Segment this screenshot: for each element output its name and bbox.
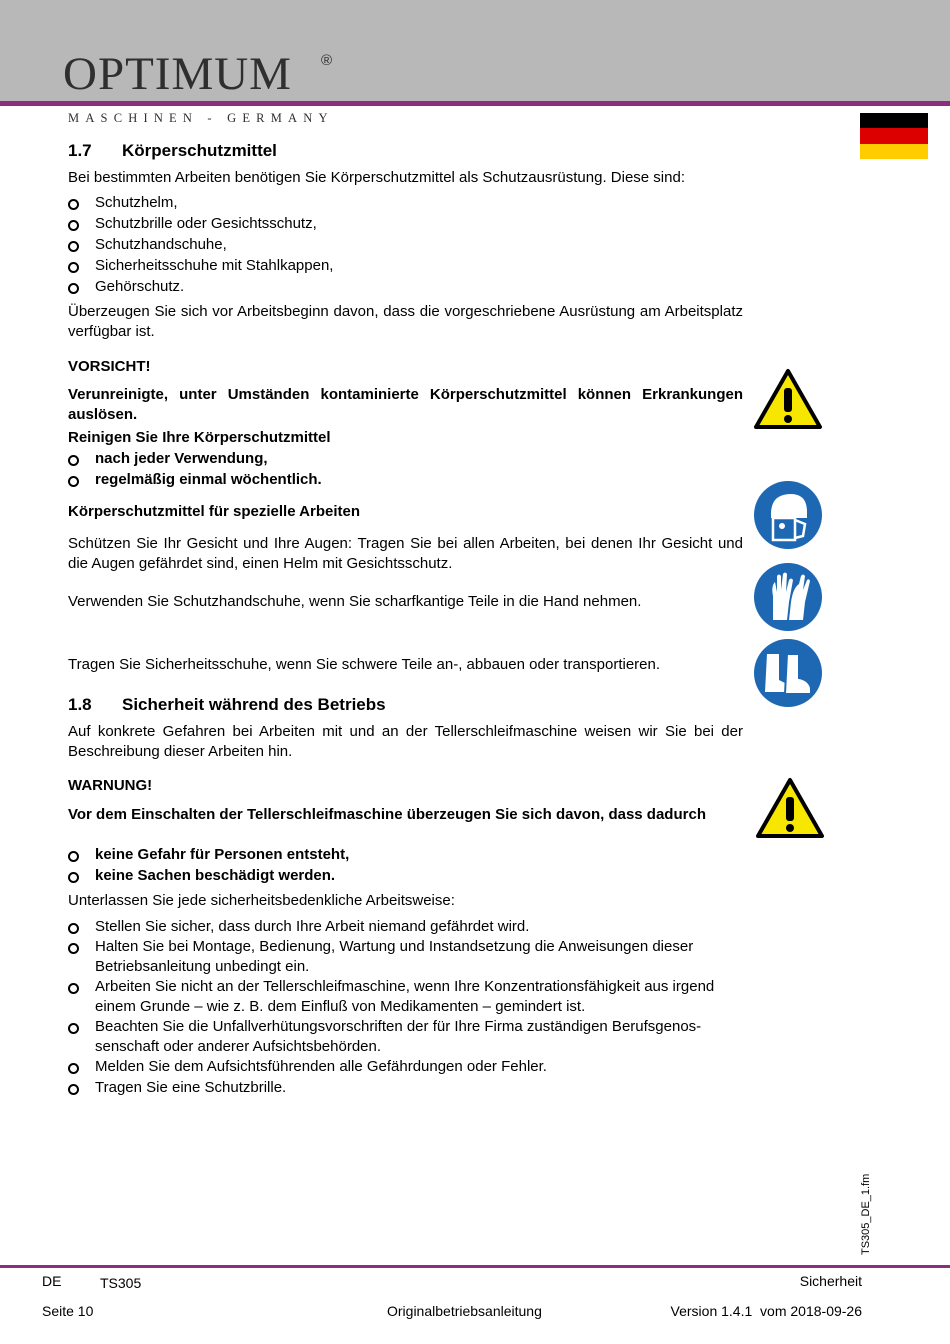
bullet-icon bbox=[68, 872, 79, 883]
list-item bbox=[68, 1078, 743, 1098]
version-number: Version 1.4.1 bbox=[670, 1303, 753, 1319]
list-item-text: Tragen Sie eine Schutzbrille. bbox=[95, 1079, 287, 1096]
bullet-icon bbox=[68, 1023, 79, 1034]
list-item-text: nach jeder Verwendung, bbox=[95, 450, 268, 467]
footer-page-number: Seite 10 bbox=[42, 1303, 94, 1319]
equipment-check-paragraph: Überzeugen Sie sich vor Arbeitsbeginn davon, dass die vorgeschriebene Ausrüstung am Arbeitsplatz verfügbar ist. bbox=[68, 303, 743, 340]
special-work-title: Körperschutzmittel für spezielle Arbeiten bbox=[68, 503, 361, 520]
bullet-icon bbox=[68, 283, 79, 294]
list-item-text: keine Gefahr für Personen entsteht, bbox=[95, 846, 350, 863]
list-item-text: Halten Sie bei Montage, Bedienung, Wartung und Instandsetzung die Anweisungen dieser Betriebsanleitung unbedingt ein. bbox=[95, 938, 694, 975]
list-item bbox=[68, 256, 743, 276]
bullet-icon bbox=[68, 476, 79, 487]
warning-label: WARNUNG! bbox=[68, 777, 153, 794]
german-flag-icon bbox=[860, 113, 928, 159]
list-item bbox=[68, 1017, 743, 1056]
file-name-label: TS305_DE_1.fm bbox=[860, 1173, 872, 1255]
footer-model: TS305 bbox=[100, 1275, 142, 1291]
list-item-text: Arbeiten Sie nicht an der Tellerschleifmaschine, wenn Ihre Konzentrationsfähigkeit aus irgend einem Grunde – wie z. B. dem Einfluß von Medikamenten – gemindert ist. bbox=[95, 978, 715, 1015]
intro-paragraph: Auf konkrete Gefahren bei Arbeiten mit und an der Tellerschleifmaschine weisen wir Sie bei der Beschreibung dieser Arbeiten hin. bbox=[68, 723, 743, 760]
clean-title: Reinigen Sie Ihre Körperschutzmittel bbox=[68, 429, 331, 446]
list-item bbox=[68, 470, 743, 490]
safety-shoes-paragraph: Tragen Sie Sicherheitsschuhe, wenn Sie schwere Teile an-, abbauen oder transportieren. bbox=[68, 656, 661, 673]
list-item bbox=[68, 193, 743, 213]
gloves-paragraph: Verwenden Sie Schutzhandschuhe, wenn Sie scharfkantige Teile in die Hand nehmen. bbox=[68, 593, 642, 610]
list-item bbox=[68, 866, 743, 886]
warning-triangle-icon bbox=[753, 368, 823, 430]
list-item-text: Schutzhelm, bbox=[95, 194, 178, 211]
section-number: 1.8 bbox=[68, 695, 92, 714]
logo-subtitle: MASCHINEN - GERMANY bbox=[68, 111, 334, 125]
footer-divider bbox=[0, 1265, 950, 1268]
list-item-text: keine Sachen beschädigt werden. bbox=[95, 867, 336, 884]
list-item bbox=[68, 277, 743, 297]
list-item bbox=[68, 214, 743, 234]
list-item bbox=[68, 845, 743, 865]
warning-text: Vor dem Einschalten der Tellerschleifmaschine überzeugen Sie sich davon, dass dadurch bbox=[68, 806, 706, 823]
bullet-icon bbox=[68, 923, 79, 934]
bullet-icon bbox=[68, 851, 79, 862]
caution-text: Verunreinigte, unter Umständen kontaminierte Körperschutzmittel können Erkrankungen auslösen. bbox=[68, 386, 743, 423]
section-title: Körperschutzmittel bbox=[122, 141, 277, 160]
list-item bbox=[68, 937, 743, 976]
gloves-icon bbox=[753, 562, 823, 632]
caution-label: VORSICHT! bbox=[68, 358, 151, 375]
bullet-icon bbox=[68, 943, 79, 954]
section-title: Sicherheit während des Betriebs bbox=[122, 695, 386, 714]
list-item-text: Stellen Sie sicher, dass durch Ihre Arbeit niemand gefährdet wird. bbox=[95, 918, 530, 935]
list-item bbox=[68, 977, 743, 1016]
safety-boots-icon bbox=[753, 638, 823, 708]
list-item bbox=[68, 917, 743, 937]
bullet-icon bbox=[68, 199, 79, 210]
list-item-text: Gehörschutz. bbox=[95, 278, 185, 295]
section-number: 1.7 bbox=[68, 141, 92, 160]
unsafe-practice-intro: Unterlassen Sie jede sicherheitsbedenkliche Arbeitsweise: bbox=[68, 892, 455, 909]
bullet-icon bbox=[68, 1063, 79, 1074]
footer-section: Sicherheit bbox=[799, 1273, 862, 1289]
list-item bbox=[68, 449, 743, 469]
list-item bbox=[68, 235, 743, 255]
face-shield-helmet-icon bbox=[753, 480, 823, 550]
footer-version bbox=[671, 1303, 862, 1319]
section-heading-1-7 bbox=[68, 141, 277, 161]
footer-document-type: Originalbetriebsanleitung bbox=[387, 1303, 542, 1319]
bullet-icon bbox=[68, 455, 79, 466]
logo-registered-mark: ® bbox=[321, 52, 333, 69]
section-heading-1-8 bbox=[68, 695, 386, 715]
intro-paragraph: Bei bestimmten Arbeiten benötigen Sie Körperschutzmittel als Schutzausrüstung. Diese sind: bbox=[68, 169, 685, 186]
bullet-icon bbox=[68, 983, 79, 994]
list-item-text: Sicherheitsschuhe mit Stahlkappen, bbox=[95, 257, 334, 274]
bullet-icon bbox=[68, 241, 79, 252]
bullet-icon bbox=[68, 1084, 79, 1095]
face-protection-paragraph: Schützen Sie Ihr Gesicht und Ihre Augen: Tragen Sie bei allen Arbeiten, bei denen Ihr Gesicht und die Augen gefährdet sind, einen Helm mit Gesichtsschutz. bbox=[68, 535, 743, 572]
list-item-text: Schutzhandschuhe, bbox=[95, 236, 227, 253]
bullet-icon bbox=[68, 262, 79, 273]
warning-triangle-icon bbox=[755, 777, 825, 839]
header-divider bbox=[0, 101, 950, 106]
list-item-text: regelmäßig einmal wöchentlich. bbox=[95, 471, 322, 488]
list-item-text: Melden Sie dem Aufsichtsführenden alle Gefährdungen oder Fehler. bbox=[95, 1058, 547, 1075]
bullet-icon bbox=[68, 220, 79, 231]
footer-language: DE bbox=[42, 1273, 62, 1289]
logo-wordmark: OPTIMUM bbox=[63, 48, 292, 100]
list-item-text: Schutzbrille oder Gesichtsschutz, bbox=[95, 215, 317, 232]
list-item-text: Beachten Sie die Unfallverhütungsvorschriften der für Ihre Firma zuständigen Berufsgenos-senschaft oder anderer Aufsichtsbehörden. bbox=[95, 1018, 702, 1055]
version-date: vom 2018-09-26 bbox=[760, 1303, 862, 1319]
list-item bbox=[68, 1057, 743, 1077]
